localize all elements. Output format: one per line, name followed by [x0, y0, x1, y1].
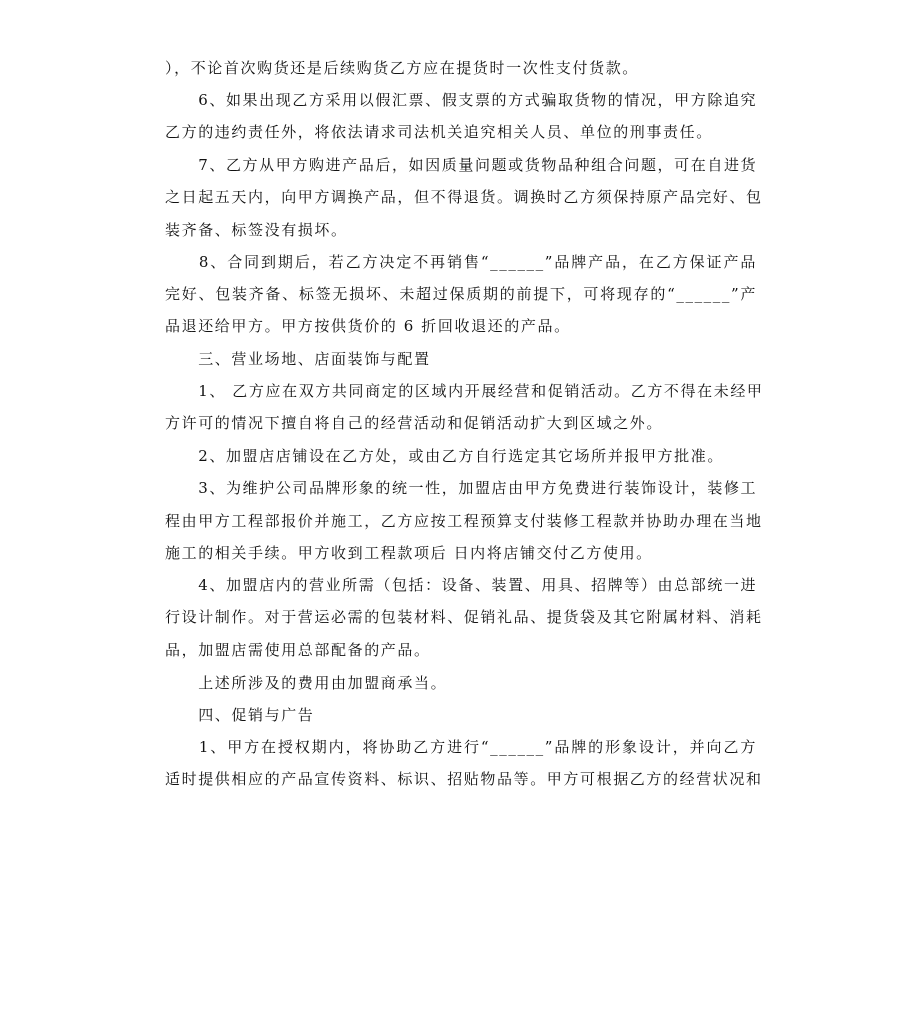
- text-line-13: 2、加盟店店铺设在乙方处，或由乙方自行选定其它场所并报甲方批准。: [165, 447, 724, 465]
- text-line-20: 上述所涉及的费用由加盟商承当。: [165, 674, 448, 692]
- text-line-23: 适时提供相应的产品宣传资料、标识、招贴物品等。甲方可根据乙方的经营状况和: [165, 770, 763, 788]
- text-line-17: 4、加盟店内的营业所需（包括：设备、装置、用具、招牌等）由总部统一进: [165, 576, 758, 594]
- text-line-16: 施工的相关手续。甲方收到工程款项后 日内将店铺交付乙方使用。: [165, 544, 653, 562]
- text-line-2: 6、如果出现乙方采用以假汇票、假支票的方式骗取货物的情况，甲方除追究: [165, 91, 758, 109]
- text-line-18: 行设计制作。对于营运必需的包装材料、促销礼品、提货袋及其它附属材料、消耗: [165, 608, 763, 626]
- text-line-5: 之日起五天内，向甲方调换产品，但不得退货。调换时乙方须保持原产品完好、包: [165, 188, 763, 206]
- text-line-9: 品退还给甲方。甲方按供货价的 6 折回收退还的产品。: [165, 317, 571, 335]
- text-line-14: 3、为维护公司品牌形象的统一性，加盟店由甲方免费进行装饰设计，装修工: [165, 479, 758, 497]
- text-line-4: 7、乙方从甲方购进产品后，如因质量问题或货物品种组合问题，可在自进货: [165, 156, 758, 174]
- text-line-19: 品，加盟店需使用总部配备的产品。: [165, 641, 431, 659]
- text-line-22: 1、甲方在授权期内，将协助乙方进行“______”品牌的形象设计，并向乙方: [165, 738, 757, 756]
- text-line-15: 程由甲方工程部报价并施工，乙方应按工程预算支付装修工程款并协助办理在当地: [165, 512, 763, 530]
- text-line-7: 8、合同到期后，若乙方决定不再销售“______”品牌产品，在乙方保证产品: [165, 253, 757, 271]
- text-line-11: 1、 乙方应在双方共同商定的区域内开展经营和促销活动。乙方不得在未经甲: [165, 382, 764, 400]
- text-line-1: ），不论首次购货还是后续购货乙方应在提货时一次性支付货款。: [165, 59, 639, 77]
- section-heading-4: 四、促销与广告: [165, 706, 315, 724]
- text-line-3: 乙方的违约责任外，将依法请求司法机关追究相关人员、单位的刑事责任。: [165, 123, 713, 141]
- text-line-12: 方许可的情况下擅自将自己的经营活动和促销活动扩大到区域之外。: [165, 414, 664, 432]
- text-line-8: 完好、包装齐备、标签无损坏、未超过保质期的前提下，可将现存的“______”产: [165, 285, 757, 303]
- section-heading-3: 三、营业场地、店面装饰与配置: [165, 350, 431, 368]
- text-line-6: 装齐备、标签没有损坏。: [165, 221, 348, 239]
